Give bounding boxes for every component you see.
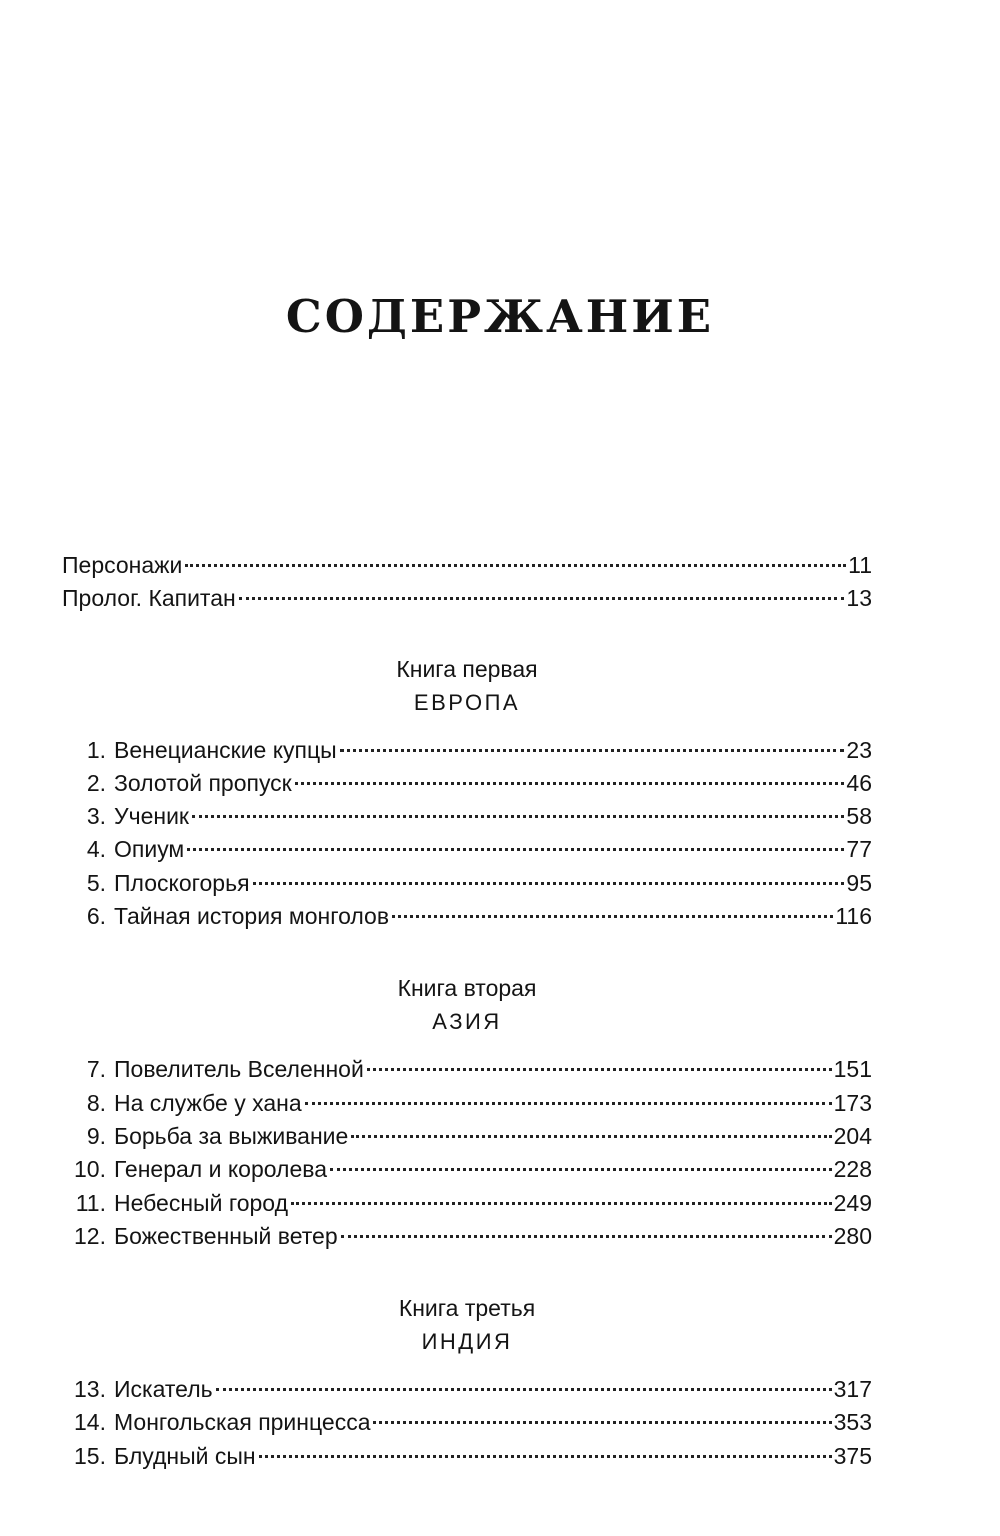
entry-title: Генерал и королева (114, 1156, 327, 1183)
toc-entry-chapter[interactable] (62, 867, 872, 900)
book-name: ЕВРОПА (413, 689, 521, 715)
dot-leader (295, 782, 845, 785)
toc-entry-chapter[interactable] (62, 1373, 872, 1406)
entry-title: Небесный город (114, 1189, 288, 1216)
entry-title: Опиум (114, 836, 185, 863)
chapter-number: 3. (86, 803, 106, 830)
chapter-number: 9. (86, 1122, 106, 1149)
toc-entry-chapter[interactable] (62, 1087, 872, 1120)
toc-entry-chapter[interactable] (62, 1153, 872, 1186)
chapter-number: 10. (74, 1156, 106, 1183)
book-label: Книга вторая (397, 975, 537, 1002)
entry-page: 11 (848, 552, 872, 578)
dot-leader (373, 1421, 831, 1424)
toc-entry-chapter[interactable] (62, 1220, 872, 1253)
toc-entry-chapter[interactable] (62, 800, 872, 833)
dot-leader (259, 1455, 832, 1458)
table-of-contents (62, 549, 872, 1473)
entry-page: 95 (846, 869, 872, 896)
dot-leader (192, 815, 844, 818)
toc-entry-chapter[interactable] (62, 1440, 872, 1473)
dot-leader (330, 1168, 832, 1171)
entry-page: 353 (833, 1409, 872, 1436)
dot-leader (351, 1135, 831, 1138)
chapter-number: 1. (86, 736, 106, 763)
chapter-number: 7. (86, 1056, 106, 1083)
dot-leader (340, 749, 845, 752)
book-name: ИНДИЯ (421, 1329, 513, 1355)
entry-page: 204 (833, 1122, 872, 1149)
chapter-number: 13. (74, 1376, 106, 1403)
entry-page: 13 (846, 585, 872, 612)
chapter-number: 5. (86, 869, 106, 896)
entry-page: 58 (846, 803, 872, 830)
page-title: СОДЕРЖАНИЕ (285, 290, 715, 343)
book-name: АЗИЯ (432, 1009, 502, 1035)
entry-title: Блудный сын (114, 1442, 256, 1469)
entry-page: 375 (833, 1442, 872, 1469)
toc-entry-chapter[interactable] (62, 767, 872, 800)
entry-title: Монгольская принцесса (114, 1409, 371, 1436)
dot-leader (239, 597, 845, 600)
toc-entry-chapter[interactable] (62, 1187, 872, 1220)
chapter-number: 11. (75, 1189, 106, 1216)
book-label: Книга первая (396, 655, 538, 682)
entry-page: 46 (846, 769, 872, 796)
book-heading (62, 1291, 872, 1359)
toc-entry-chapter[interactable] (62, 1053, 872, 1086)
book-label: Книга третья (398, 1295, 536, 1322)
entry-page: 228 (833, 1156, 872, 1183)
entry-title: Тайная история монголов (114, 903, 390, 930)
entry-title: Золотой пропуск (114, 769, 292, 796)
entry-title: На службе у хана (114, 1089, 302, 1116)
chapter-number: 15. (74, 1442, 106, 1469)
entry-title: Ученик (114, 803, 189, 830)
chapter-number: 8. (86, 1089, 106, 1116)
dot-leader (305, 1102, 832, 1105)
entry-page: 280 (833, 1222, 872, 1249)
chapter-number: 14. (74, 1409, 106, 1436)
dot-leader (216, 1388, 832, 1391)
entry-page: 173 (833, 1089, 872, 1116)
entry-title: Пролог. Капитан (62, 585, 236, 612)
entry-title: Божественный ветер (114, 1222, 338, 1249)
entry-title: Искатель (114, 1376, 213, 1403)
entry-title: Борьба за выживание (114, 1122, 349, 1149)
toc-entry-chapter[interactable] (62, 1406, 872, 1439)
entry-page: 249 (833, 1189, 872, 1216)
book-heading (62, 971, 872, 1039)
entry-page: 317 (833, 1376, 872, 1403)
dot-leader (187, 848, 844, 851)
entry-title: Персонажи (62, 552, 183, 578)
dot-leader (367, 1068, 832, 1071)
dot-leader (185, 564, 846, 567)
toc-entry-chapter[interactable] (62, 833, 872, 866)
chapter-number: 12. (74, 1222, 106, 1249)
toc-entry-prologue[interactable] (62, 582, 872, 615)
toc-entry-chapter[interactable] (62, 900, 872, 933)
toc-entry-chapter[interactable] (62, 1120, 872, 1153)
dot-leader (253, 882, 845, 885)
dot-leader (341, 1235, 832, 1238)
chapter-number: 4. (86, 836, 106, 863)
entry-page: 151 (833, 1056, 872, 1083)
entry-title: Повелитель Вселенной (114, 1056, 364, 1083)
toc-entry-characters[interactable] (62, 549, 872, 582)
dot-leader (291, 1202, 832, 1205)
entry-page: 23 (846, 736, 872, 763)
entry-title: Плоскогорья (114, 869, 250, 896)
entry-title: Венецианские купцы (114, 736, 337, 763)
book-heading (62, 652, 872, 720)
chapter-number: 2. (86, 769, 106, 796)
toc-entry-chapter[interactable] (62, 734, 872, 767)
entry-page: 116 (835, 903, 872, 930)
entry-page: 77 (846, 836, 872, 863)
dot-leader (392, 915, 833, 918)
chapter-number: 6. (86, 903, 106, 930)
